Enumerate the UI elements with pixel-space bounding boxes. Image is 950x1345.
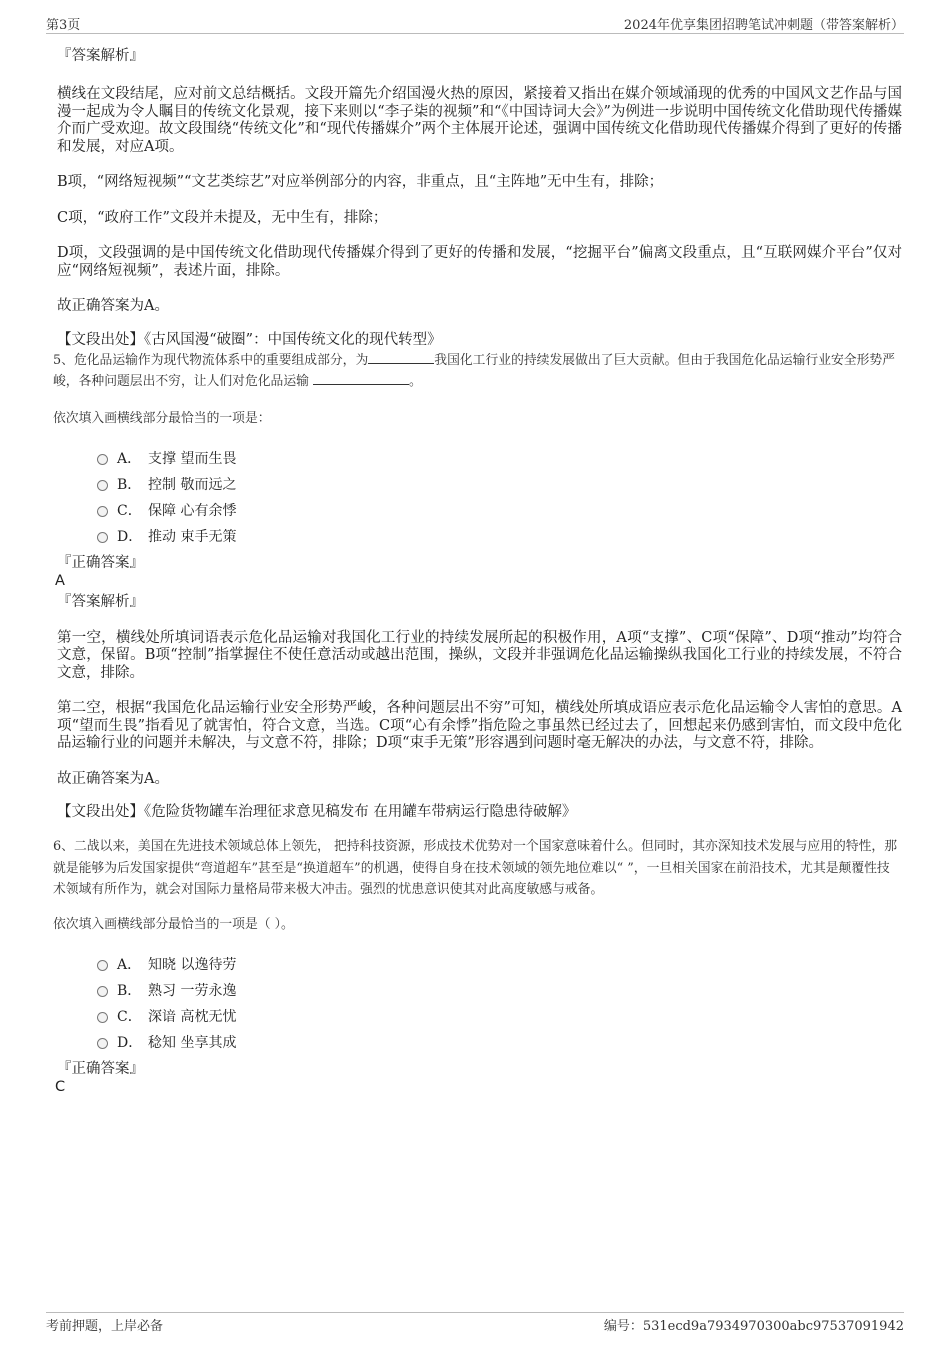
q5-stem: 5、危化品运输作为现代物流体系中的重要组成部分，为 我国化工行业的持续发展做出了巨大贡献。但由于我国危化品运输行业安全形势严峻，各种问题层出不穷，让人们对危化品运输 。: [53, 352, 895, 389]
q4-analysis-paragraph: C项，“政府工作”文段并未提及，无中生有，排除；: [57, 209, 388, 226]
q6-options: [97, 951, 902, 1055]
q5-options: [97, 445, 902, 549]
q5-prompt: 依次填入画横线部分最恰当的一项是：: [53, 410, 271, 426]
radio-icon[interactable]: [97, 454, 108, 465]
q5-conclusion: 故正确答案为A。: [57, 770, 169, 787]
q6-option-b[interactable]: B． 熟习 一劳永逸: [97, 977, 902, 1003]
q5-option-d[interactable]: D． 推动 束手无策: [97, 523, 902, 549]
q5-answer-label: 『正确答案』: [57, 554, 144, 571]
radio-icon[interactable]: [97, 1038, 108, 1049]
q5-answer: A: [55, 572, 65, 589]
q5-source: 【文段出处】《危险货物罐车治理征求意见稿发布 在用罐车带病运行隐患待破解》: [57, 804, 577, 820]
page-number: 第3页: [46, 18, 81, 33]
q6-prompt: 依次填入画横线部分最恰当的一项是（ ）。: [53, 916, 294, 932]
q6-option-c[interactable]: C． 深谙 高枕无忧: [97, 1003, 902, 1029]
document-code: 编号：531ecd9a7934970300abc97537091942: [603, 1319, 904, 1334]
q6-stem: 6、二战以来，美国在先进技术领域总体上领先， 把持科技资源，形成技术优势对一个国家意味着什么。但同时，其亦深知技术发展与应用的特性，那就是能够为后发国家提供“弯道超车”甚至是“换道超车”的机遇，使得自身在技术领域的领先地位难以“ ”，一旦相关国家在前沿技术，尤其是颠覆性技术领域有所作为，就会对国际力量格局带来极大冲击。强烈的忧患意识使其对此高度敏感与戒备。: [53, 839, 898, 897]
q4-analysis-paragraph: 横线在文段结尾，应对前文总结概括。文段开篇先介绍国漫火热的原因，紧接着又指出在媒介领域涌现的优秀的中国风文艺作品与国漫一起成为令人瞩目的传统文化景观，接下来则以“李子柒的视频”和“《中国诗词大会》”为例进一步说明中国传统文化借助现代传播媒介而广受欢迎。故文段围绕“传统文化”和“现代传播媒介”两个主体展开论述，强调中国传统文化借助现代传播媒介得到了更好的传播和发展，对应A项。: [57, 86, 902, 155]
q6-answer: C: [55, 1078, 66, 1095]
q5-analysis-paragraph: 第一空，横线处所填词语表示危化品运输对我国化工行业的持续发展所起的积极作用，A项“支撑”、C项“保障”、D项“推动”均符合文意，保留。B项“控制”指掌握住不使任意活动或越出范围，操纵，文段并非强调危化品运输操纵我国化工行业的持续发展，不符合文意，排除。: [57, 629, 902, 681]
q5-analysis-label: 『答案解析』: [57, 593, 144, 610]
q5-analysis-paragraph: 第二空，根据“我国危化品运输行业安全形势严峻，各种问题层出不穷”可知，横线处所填成语应表示危化品运输令人害怕的意思。A项“望而生畏”指看见了就害怕，符合文意，当选。C项“心有余悸”指危险之事虽然已经过去了，回想起来仍感到害怕，而文段中危化品运输行业的问题并未解决，与文意不符，排除；D项“束手无策”形容遇到问题时毫无解决的办法，与文意不符，排除。: [57, 700, 902, 751]
radio-icon[interactable]: [97, 1012, 108, 1023]
q5-option-c[interactable]: C． 保障 心有余悸: [97, 497, 902, 523]
radio-icon[interactable]: [97, 506, 108, 517]
q4-conclusion: 故正确答案为A。: [57, 298, 169, 314]
q6-answer-label: 『正确答案』: [57, 1060, 144, 1077]
page-header: [46, 12, 904, 34]
q5-option-a[interactable]: A． 支撑 望而生畏: [97, 445, 902, 471]
radio-icon[interactable]: [97, 960, 108, 971]
q4-source: 【文段出处】《古风国漫“破圈”：中国传统文化的现代转型》: [57, 331, 442, 348]
footer-slogan: 考前押题，上岸必备: [46, 1319, 164, 1334]
page-content: [53, 46, 902, 1096]
radio-icon[interactable]: [97, 532, 108, 543]
q5-option-b[interactable]: B． 控制 敬而远之: [97, 471, 902, 497]
q5-blank-1: [368, 351, 434, 364]
radio-icon[interactable]: [97, 986, 108, 997]
page-footer: [46, 1312, 904, 1336]
q4-analysis-paragraph: B项，“网络短视频”“文艺类综艺”对应举例部分的内容，非重点，且“主阵地”无中生有，排除；: [57, 174, 664, 190]
q6-option-d[interactable]: D． 稔知 坐享其成: [97, 1029, 902, 1055]
document-title: 2024年优享集团招聘笔试冲刺题（带答案解析）: [623, 18, 904, 33]
q4-analysis-paragraph: D项，文段强调的是中国传统文化借助现代传播媒介得到了更好的传播和发展，“挖掘平台”偏离文段重点，且“互联网媒介平台”仅对应“网络短视频”，表述片面，排除。: [57, 245, 902, 279]
q6-option-a[interactable]: A． 知晓 以逸待劳: [97, 951, 902, 977]
radio-icon[interactable]: [97, 480, 108, 491]
q5-blank-2: [313, 372, 409, 385]
q4-analysis-label: 『答案解析』: [57, 48, 144, 64]
